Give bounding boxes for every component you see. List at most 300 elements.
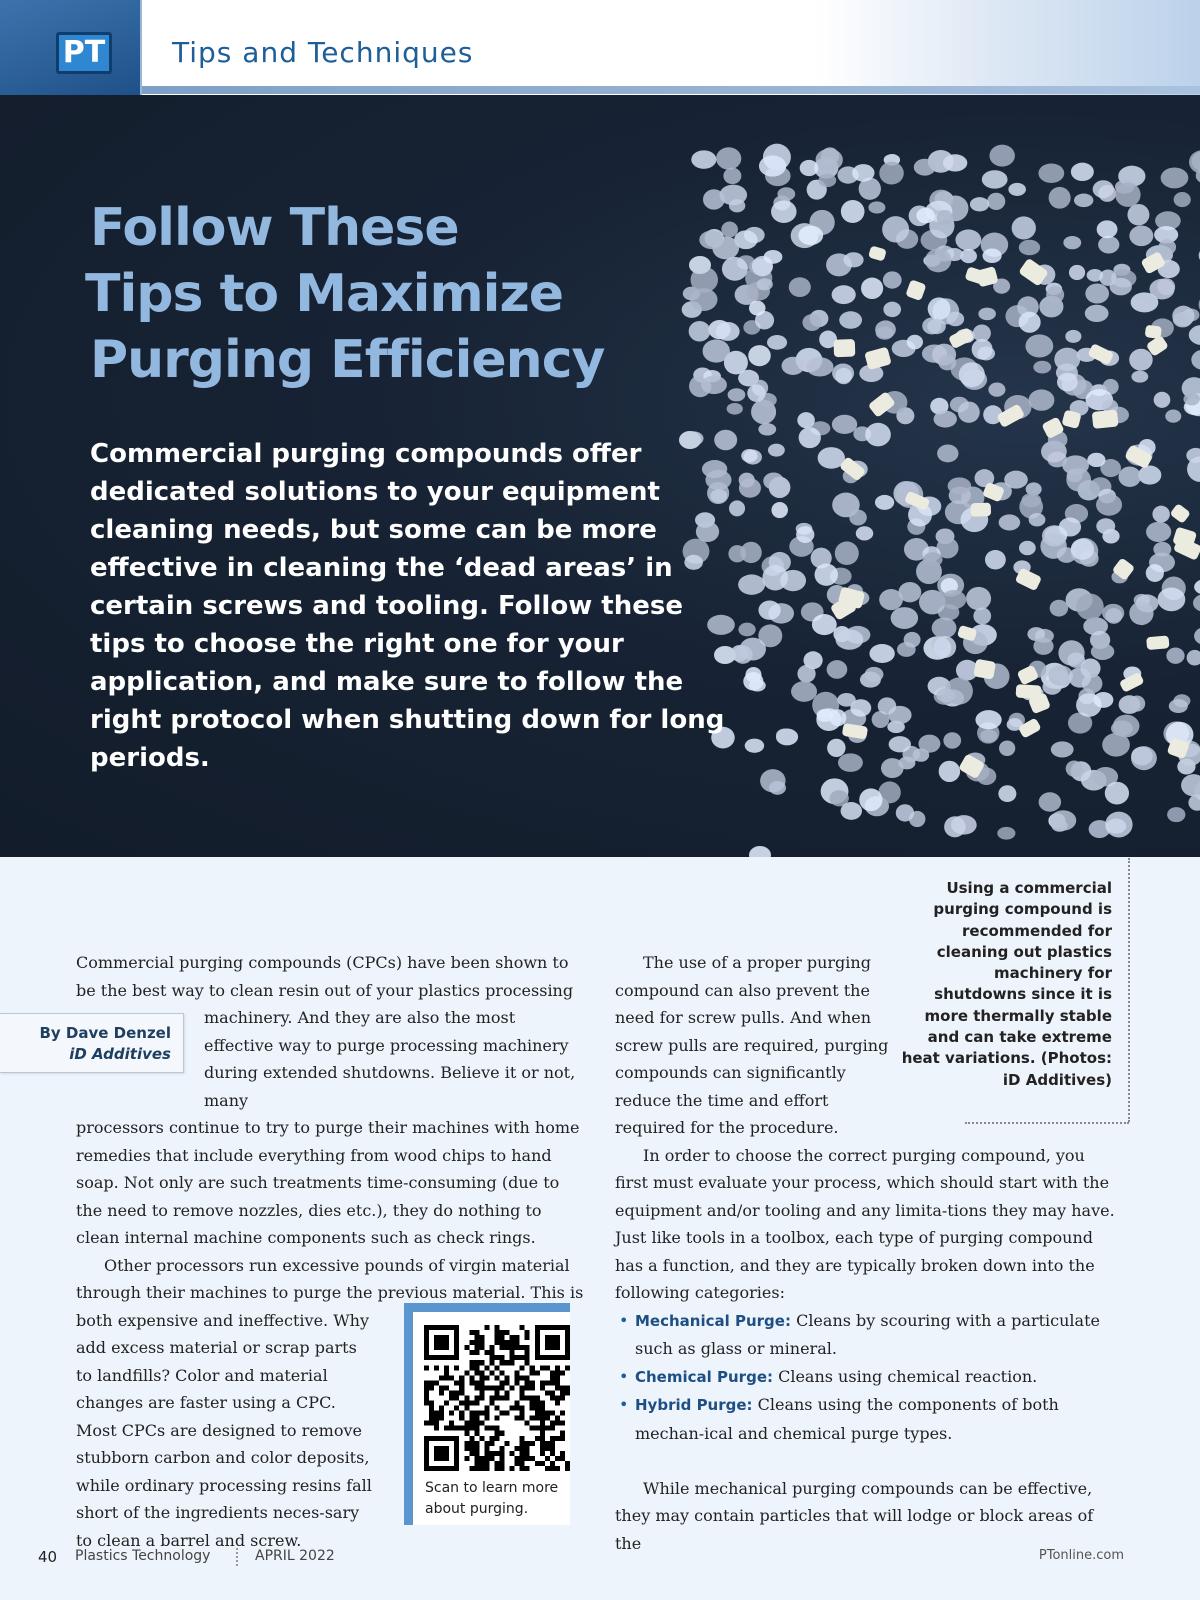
qr-module	[469, 1411, 474, 1416]
qr-module	[469, 1350, 474, 1355]
pellet	[1186, 448, 1200, 463]
pellet	[800, 160, 819, 176]
pellet	[948, 477, 972, 494]
pellet	[1087, 269, 1104, 282]
pellet	[1129, 226, 1153, 247]
pellet	[1025, 334, 1053, 357]
qr-module	[550, 1390, 555, 1395]
qr-module	[479, 1360, 484, 1365]
pellet	[875, 495, 894, 510]
qr-module	[479, 1375, 484, 1380]
pellet	[729, 199, 745, 212]
pellet	[1189, 325, 1200, 345]
qr-module	[494, 1461, 499, 1466]
qr-module	[500, 1355, 505, 1360]
qr-module	[489, 1441, 494, 1446]
qr-module	[555, 1401, 560, 1406]
qr-module	[500, 1345, 505, 1350]
qr-module	[424, 1421, 429, 1426]
qr-module	[469, 1451, 474, 1456]
qr-module	[484, 1466, 489, 1471]
qr-module	[474, 1446, 479, 1451]
pellet	[1098, 236, 1119, 254]
pellet	[938, 355, 956, 371]
pellet	[703, 189, 725, 209]
qr-module	[555, 1466, 560, 1471]
qr-module	[520, 1345, 525, 1350]
pellet	[849, 510, 867, 526]
pellet	[891, 607, 918, 629]
pellet	[999, 514, 1021, 530]
pellet	[1188, 795, 1200, 811]
qr-module	[469, 1380, 474, 1385]
pellet	[716, 147, 741, 169]
pellet	[757, 278, 773, 290]
qr-module	[560, 1411, 565, 1416]
qr-module	[444, 1401, 449, 1406]
qr-module	[530, 1365, 535, 1370]
qr-module	[520, 1365, 525, 1370]
pellet	[832, 285, 856, 304]
qr-module	[474, 1360, 479, 1365]
list-item	[615, 1391, 1120, 1447]
qr-module	[489, 1370, 494, 1375]
pellet	[1012, 216, 1036, 239]
qr-module	[474, 1466, 479, 1471]
pellet	[934, 411, 957, 428]
qr-module	[540, 1411, 545, 1416]
qr-module	[525, 1451, 530, 1456]
qr-module	[555, 1375, 560, 1380]
qr-module	[489, 1360, 494, 1365]
purge-type-list	[615, 1307, 1120, 1448]
qr-module	[520, 1461, 525, 1466]
qr-module	[469, 1441, 474, 1446]
qr-module	[494, 1426, 499, 1431]
qr-module	[515, 1401, 520, 1406]
qr-module	[500, 1451, 505, 1456]
qr-module	[535, 1401, 540, 1406]
pellet	[1096, 494, 1122, 516]
website-link[interactable]: PTonline.com	[1038, 1548, 1124, 1563]
qr-panel-accent	[404, 1303, 570, 1312]
qr-module	[555, 1436, 560, 1441]
qr-module	[525, 1441, 530, 1446]
qr-module	[444, 1385, 449, 1390]
pellet	[747, 384, 765, 402]
qr-module	[489, 1385, 494, 1390]
qr-module	[489, 1401, 494, 1406]
qr-module	[535, 1461, 540, 1466]
qr-module	[500, 1461, 505, 1466]
qr-module	[464, 1421, 469, 1426]
pellet	[738, 623, 755, 637]
qr-module	[479, 1380, 484, 1385]
pellet	[1054, 348, 1080, 372]
qr-module	[489, 1350, 494, 1355]
pellet	[836, 629, 864, 649]
pellet	[1019, 541, 1036, 555]
issue-date: APRIL 2022	[255, 1548, 335, 1564]
additive-pellet	[1092, 409, 1119, 429]
qr-module	[484, 1456, 489, 1461]
pellet	[816, 708, 841, 731]
pellet	[889, 736, 911, 752]
qr-module	[505, 1360, 510, 1365]
list-item	[615, 1307, 1120, 1363]
paragraph: Other processors run excessive pounds of virgin material through their machines to purge the previous material. This is both expensive and ineffective. Why	[76, 1255, 584, 1330]
pellet	[797, 412, 815, 428]
qr-module	[525, 1345, 530, 1350]
qr-module	[550, 1436, 555, 1441]
qr-module	[469, 1340, 474, 1345]
byline-company: iD Additives	[69, 1045, 171, 1063]
pellet	[1129, 695, 1145, 711]
qr-module	[434, 1416, 439, 1421]
qr-module	[459, 1426, 464, 1431]
qr-module	[530, 1441, 535, 1446]
pellet	[1038, 163, 1064, 183]
qr-module	[565, 1466, 570, 1471]
pellet	[1046, 286, 1064, 303]
qr-module	[530, 1426, 535, 1431]
qr-module	[434, 1380, 439, 1385]
qr-module	[459, 1416, 464, 1421]
qr-module	[560, 1436, 565, 1441]
qr-module	[540, 1431, 545, 1436]
qr-module	[484, 1446, 489, 1451]
qr-module	[484, 1451, 489, 1456]
qr-module	[520, 1375, 525, 1380]
qr-module	[479, 1395, 484, 1400]
qr-module	[505, 1330, 510, 1335]
qr-module	[560, 1390, 565, 1395]
qr-module	[479, 1370, 484, 1375]
pellet	[782, 357, 805, 375]
pellet	[1093, 180, 1114, 198]
qr-module	[520, 1390, 525, 1395]
qr-module	[545, 1446, 550, 1451]
qr-module	[500, 1330, 505, 1335]
qr-module	[550, 1461, 555, 1466]
qr-module	[494, 1325, 499, 1330]
pellet	[728, 388, 746, 401]
magazine-name: Plastics Technology	[75, 1548, 211, 1564]
qr-module	[555, 1385, 560, 1390]
qr-module	[510, 1451, 515, 1456]
qr-module	[489, 1345, 494, 1350]
qr-module	[525, 1395, 530, 1400]
hero-image	[0, 95, 1200, 857]
qr-module	[520, 1416, 525, 1421]
qr-module	[494, 1390, 499, 1395]
qr-module	[489, 1436, 494, 1441]
qr-module	[545, 1411, 550, 1416]
pellet	[812, 614, 837, 635]
qr-module	[505, 1375, 510, 1380]
additive-pellet	[905, 279, 926, 301]
qr-module	[560, 1385, 565, 1390]
pellet	[927, 319, 946, 334]
qr-module	[434, 1411, 439, 1416]
qr-module	[439, 1375, 444, 1380]
qr-module	[500, 1456, 505, 1461]
pellet	[1040, 533, 1066, 558]
qr-module	[510, 1335, 515, 1340]
pellet	[1069, 667, 1092, 687]
pellet	[1146, 564, 1164, 582]
pellet	[722, 257, 748, 281]
qr-module	[489, 1395, 494, 1400]
qr-module	[510, 1360, 515, 1365]
pellet	[771, 200, 797, 223]
pellet	[703, 339, 730, 362]
pellet	[1157, 588, 1185, 612]
qr-module	[505, 1395, 510, 1400]
qr-module	[449, 1390, 454, 1395]
qr-module	[500, 1411, 505, 1416]
qr-module	[434, 1446, 449, 1461]
qr-module	[479, 1340, 484, 1345]
pellet	[1021, 493, 1041, 507]
qr-module	[535, 1395, 540, 1400]
qr-module	[444, 1426, 449, 1431]
qr-module	[424, 1380, 429, 1385]
qr-module	[500, 1431, 505, 1436]
qr-module	[510, 1466, 515, 1471]
qr-module	[555, 1421, 560, 1426]
qr-module	[464, 1426, 469, 1431]
qr-module	[530, 1380, 535, 1385]
qr-module	[510, 1385, 515, 1390]
qr-module	[540, 1426, 545, 1431]
qr-module	[464, 1395, 469, 1400]
qr-module	[479, 1385, 484, 1390]
qr-module	[555, 1456, 560, 1461]
pellet	[1058, 640, 1084, 665]
pellet	[818, 174, 836, 188]
qr-module	[464, 1401, 469, 1406]
pellet	[1110, 278, 1132, 296]
qr-module	[494, 1466, 499, 1471]
qr-module	[500, 1446, 505, 1451]
qr-module	[550, 1395, 555, 1400]
pellet	[1153, 542, 1171, 557]
pellet	[1051, 741, 1074, 757]
pellet	[876, 327, 894, 340]
pellet	[1057, 373, 1078, 392]
qr-module	[525, 1375, 530, 1380]
qr-module	[454, 1365, 459, 1370]
qr-module	[434, 1335, 449, 1350]
pellet	[758, 423, 776, 435]
qr-code[interactable]	[424, 1325, 570, 1471]
qr-module	[505, 1390, 510, 1395]
qr-module	[429, 1411, 434, 1416]
pellet	[987, 193, 1005, 210]
pellet	[925, 248, 951, 272]
qr-module	[474, 1461, 479, 1466]
qr-module	[520, 1446, 525, 1451]
pellet	[916, 208, 935, 224]
pellet	[928, 297, 951, 320]
paragraph	[76, 949, 586, 1252]
qr-module	[560, 1395, 565, 1400]
article-deck: Commercial purging compounds offer dedicated solutions to your equipment cleaning needs, but some can be more effective in cleaning the ‘dead areas’ in certain screws and tooling. Follow these tips to choose the right one for your application, and make sure to follow the right protocol when shutting down for long periods.	[90, 439, 725, 773]
pellet	[777, 187, 795, 200]
qr-module	[535, 1370, 540, 1375]
pellet	[1085, 305, 1109, 322]
qr-module	[479, 1466, 484, 1471]
section-title: Tips and Techniques	[172, 36, 474, 69]
qr-module	[520, 1325, 525, 1330]
pellet	[771, 502, 788, 518]
pellet	[879, 589, 903, 610]
pellet	[839, 311, 862, 328]
pellet	[934, 636, 956, 658]
paragraph-text: processors continue to try to purge their machines with home remedies that include everything from wood chips to hand soap. Not only are such treatments time-consuming (due to the need to remove nozzles, dies etc.), they do nothing to clean internal machine components such as check rings.	[76, 1118, 580, 1247]
byline-author: By Dave Denzel	[39, 1024, 171, 1042]
qr-module	[550, 1421, 555, 1426]
pellet	[939, 761, 961, 782]
qr-module	[550, 1380, 555, 1385]
qr-module	[449, 1395, 454, 1400]
spacer	[615, 1447, 1120, 1475]
pellet	[852, 164, 874, 182]
qr-module	[474, 1365, 479, 1370]
pellet	[941, 590, 966, 609]
qr-module	[520, 1395, 525, 1400]
qr-caption: Scan to learn more about purging.	[425, 1480, 559, 1517]
pellet	[1105, 812, 1132, 838]
qr-module	[565, 1365, 570, 1370]
qr-module	[424, 1365, 429, 1370]
pt-logo: PT	[56, 32, 112, 74]
pellet	[1063, 236, 1081, 249]
additive-pellet	[868, 245, 887, 261]
qr-module	[474, 1385, 479, 1390]
photo-caption: Using a commercial purging compound is recommended for cleaning out plastics machinery for shutdowns since it is more thermally stable and can take extreme heat variations. (Photos: iD Additives)	[901, 879, 1112, 1089]
footer-divider	[236, 1548, 238, 1566]
pellet	[923, 552, 943, 567]
pellet	[914, 159, 936, 176]
qr-module	[555, 1370, 560, 1375]
qr-module	[515, 1446, 520, 1451]
pellet	[883, 302, 901, 317]
pellet	[1158, 239, 1176, 255]
qr-module	[520, 1451, 525, 1456]
qr-module	[439, 1406, 444, 1411]
pellet	[1019, 240, 1040, 256]
paragraph-text: purging compound, you first must evaluate your process, which should start with the equipment and/or tooling and any limita-tions they may have. Just like tools in a toolbox, each type of purging compound has a function, and they are typically broken down into the following categories:	[615, 1145, 1115, 1302]
pellet	[937, 210, 953, 225]
pellet	[1131, 746, 1157, 770]
qr-panel-accent	[404, 1303, 413, 1525]
qr-module	[469, 1421, 474, 1426]
article-column-2	[615, 949, 1120, 1557]
pellet	[835, 368, 852, 384]
pellet	[1091, 643, 1114, 660]
qr-module	[550, 1411, 555, 1416]
pellet	[869, 644, 894, 663]
qr-module	[545, 1365, 550, 1370]
qr-module	[535, 1411, 540, 1416]
pellet	[1066, 468, 1091, 492]
qr-module	[469, 1365, 474, 1370]
qr-module	[550, 1441, 555, 1446]
qr-module	[530, 1456, 535, 1461]
qr-module	[520, 1411, 525, 1416]
pellet	[882, 216, 909, 242]
qr-module	[459, 1385, 464, 1390]
qr-module	[525, 1330, 530, 1335]
pellet	[797, 665, 815, 683]
pellet	[745, 739, 764, 753]
qr-module	[474, 1345, 479, 1350]
pellet	[835, 541, 859, 565]
pellet	[1129, 349, 1153, 371]
qr-module	[484, 1325, 489, 1330]
paragraph-text: Commercial purging compounds (CPCs) have been shown to be the best way to clean resin out of your plastics processing	[76, 953, 574, 1000]
qr-module	[484, 1365, 489, 1370]
qr-module	[479, 1335, 484, 1340]
pellet	[1127, 204, 1149, 226]
pellet	[1087, 453, 1105, 467]
article-title	[85, 195, 605, 393]
qr-module	[505, 1441, 510, 1446]
qr-module	[500, 1340, 505, 1345]
pellet	[973, 607, 991, 624]
qr-module	[494, 1406, 499, 1411]
qr-module	[525, 1360, 530, 1365]
qr-module	[560, 1370, 565, 1375]
pellet	[802, 314, 821, 331]
pellet	[1097, 220, 1118, 238]
qr-module	[565, 1390, 570, 1395]
qr-module	[540, 1461, 545, 1466]
pellet	[951, 815, 977, 834]
paragraph: The use of a proper purging compound can also prevent the need for screw pulls. And when screw pulls are required, purging compounds can significantly reduce the time and effort required for the procedure.	[615, 953, 889, 1137]
qr-module	[474, 1411, 479, 1416]
pellet	[881, 758, 904, 778]
pellet	[937, 445, 958, 463]
pellet	[980, 729, 997, 742]
pellet	[1065, 330, 1081, 343]
qr-module	[474, 1416, 479, 1421]
qr-module	[545, 1456, 550, 1461]
qr-module	[525, 1446, 530, 1451]
qr-module	[469, 1416, 474, 1421]
qr-module	[449, 1375, 454, 1380]
pellet	[689, 321, 711, 342]
qr-module	[474, 1426, 479, 1431]
pellet	[749, 679, 766, 691]
qr-module	[515, 1340, 520, 1345]
qr-module	[530, 1370, 535, 1375]
qr-module	[550, 1446, 555, 1451]
pellet	[763, 472, 784, 489]
qr-module	[494, 1416, 499, 1421]
pellet	[841, 200, 865, 223]
pellet	[749, 301, 766, 316]
qr-module	[550, 1451, 555, 1456]
qr-module	[545, 1426, 550, 1431]
qr-module	[500, 1335, 505, 1340]
qr-module	[525, 1355, 530, 1360]
pellet	[768, 444, 785, 457]
pellet	[796, 526, 814, 543]
qr-module	[459, 1390, 464, 1395]
